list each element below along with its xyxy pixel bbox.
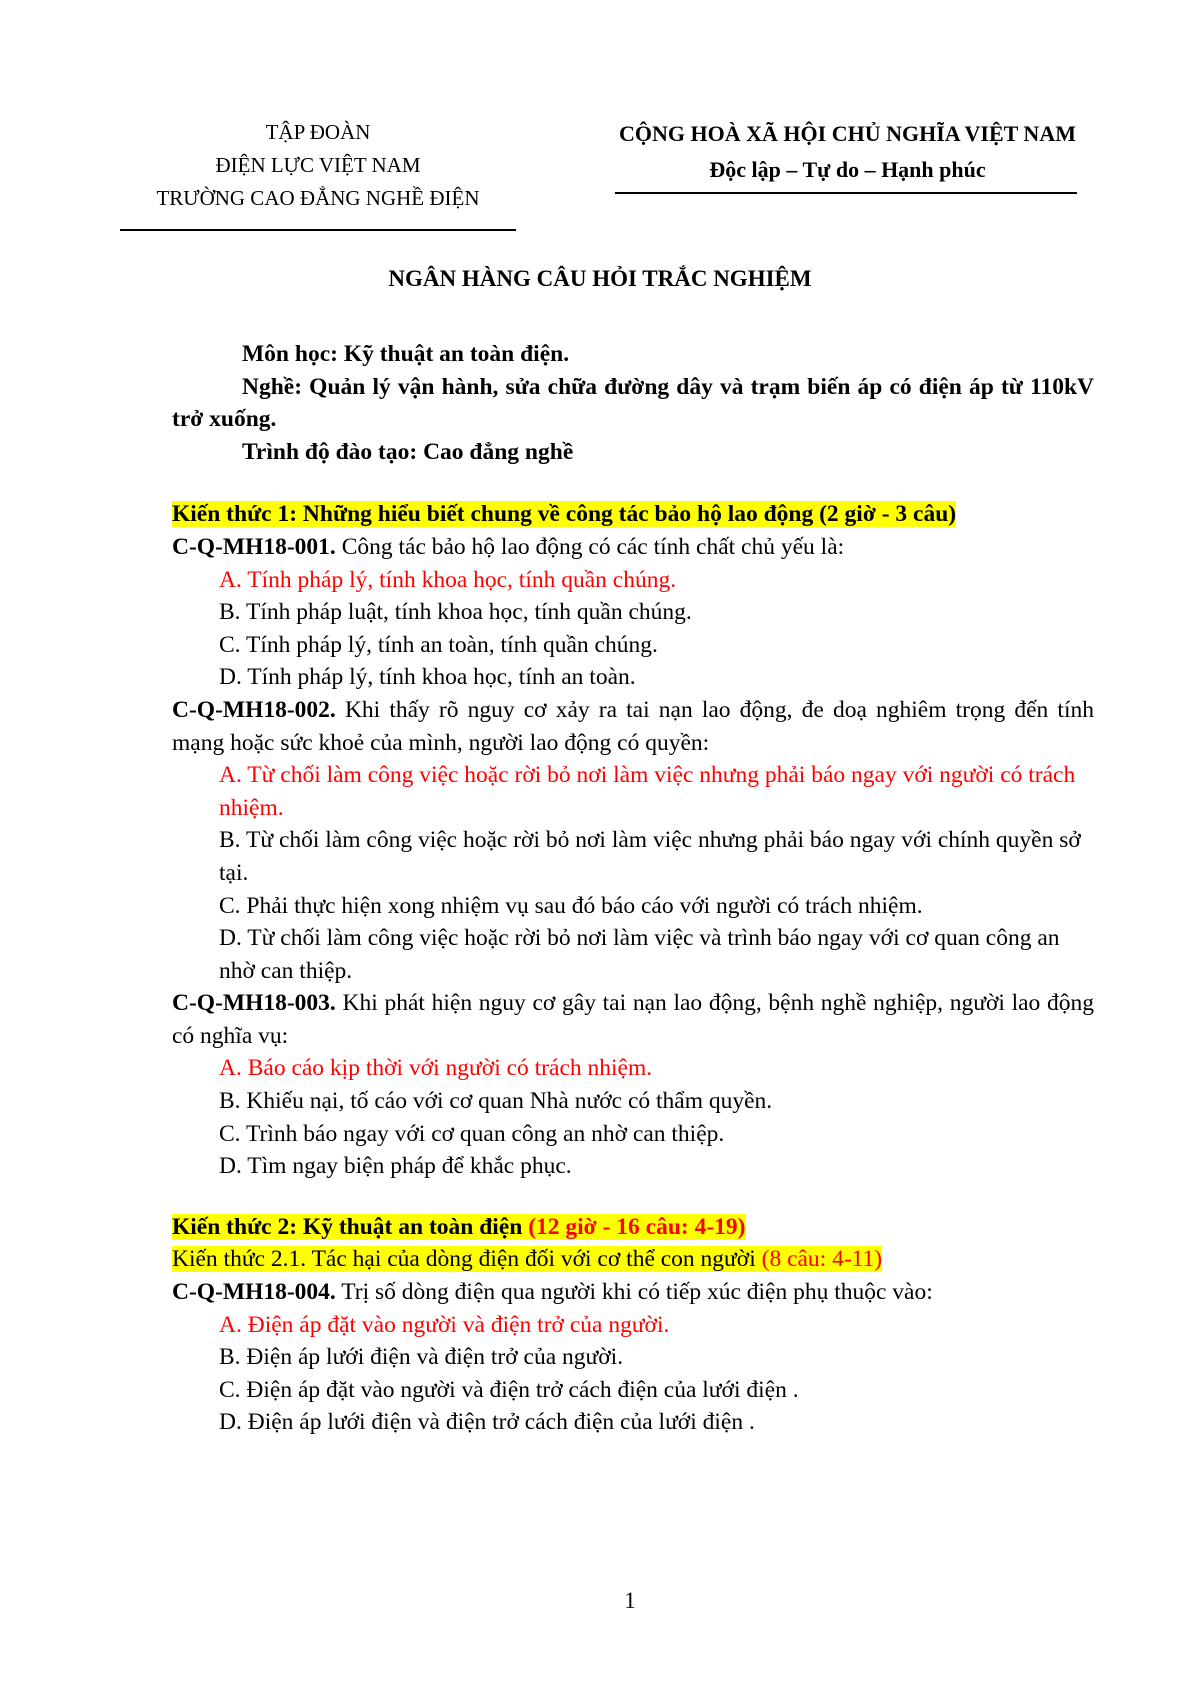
section-2-text: Kiến thức 2: Kỹ thuật an toàn điện	[172, 1213, 529, 1240]
question-text: Khi thấy rõ nguy cơ xảy ra tai nạn lao động, đe doạ nghiêm trọng đến tính mạng hoặc sức khoẻ của mình, người lao động có quyền:	[172, 696, 1094, 756]
option-b: B. Từ chối làm công việc hoặc rời bỏ nơi làm việc nhưng phải báo ngay với chính quyền sở tại.	[219, 827, 1081, 886]
course-info	[172, 338, 1094, 468]
org-line-2: ĐIỆN LỰC VIỆT NAM	[215, 153, 421, 177]
organization-header	[118, 116, 518, 215]
section-heading-1	[172, 498, 1094, 531]
org-line-3: TRƯỜNG CAO ĐẲNG NGHỀ ĐIỆN	[156, 186, 480, 210]
question-4	[172, 1276, 1094, 1439]
document-title: NGÂN HÀNG CÂU HỎI TRẮC NGHIỆM	[388, 266, 812, 291]
question-text: Trị số dòng điện qua người khi có tiếp xúc điện phụ thuộc vào:	[335, 1279, 933, 1306]
question-3	[172, 987, 1094, 1183]
section-heading-2	[172, 1211, 1094, 1244]
option-a-correct: A. Tính pháp lý, tính khoa học, tính quần chúng.	[219, 566, 677, 593]
option-a-correct: A. Báo cáo kịp thời với người có trách nhiệm.	[219, 1055, 653, 1082]
section-1-text: Kiến thức 1: Những hiểu biết chung về công tác bảo hộ lao động (2 giờ - 3 câu)	[172, 501, 957, 528]
question-id: C-Q-MH18-004.	[172, 1279, 336, 1306]
question-id: C-Q-MH18-003.	[172, 990, 336, 1017]
option-c: C. Tính pháp lý, tính an toàn, tính quần chúng.	[219, 631, 658, 658]
motto-underline	[615, 192, 1077, 194]
level-line: Trình độ đào tạo: Cao đẳng nghề	[242, 438, 574, 465]
subsection-heading-2-1	[172, 1243, 1094, 1276]
question-text: Khi phát hiện nguy cơ gây tai nạn lao động, bệnh nghề nghiệp, người lao động có nghĩa vụ:	[172, 990, 1094, 1049]
option-d: D. Từ chối làm công việc hoặc rời bỏ nơi làm việc và trình báo ngay với cơ quan công an nhờ can thiệp.	[219, 925, 1060, 984]
option-a-correct: A. Từ chối làm công việc hoặc rời bỏ nơi làm việc nhưng phải báo ngay với người có trách nhiệm.	[219, 762, 1076, 821]
page-number: 1	[624, 1588, 636, 1613]
option-c: C. Trình báo ngay với cơ quan công an nhờ can thiệp.	[219, 1120, 725, 1147]
section-2-hours: (12 giờ - 16 câu: 4-19)	[528, 1213, 746, 1240]
option-b: B. Điện áp lưới điện và điện trở của người.	[219, 1344, 624, 1371]
subsection-2-1-count: (8 câu: 4-11)	[761, 1246, 883, 1273]
option-a-correct: A. Điện áp đặt vào người và điện trở của người.	[219, 1311, 670, 1338]
question-id: C-Q-MH18-002.	[172, 696, 336, 723]
question-id: C-Q-MH18-001.	[172, 533, 336, 560]
question-text: Công tác bảo hộ lao động có các tính chất chủ yếu là:	[335, 533, 845, 560]
option-c: C. Phải thực hiện xong nhiệm vụ sau đó báo cáo với người có trách nhiệm.	[219, 892, 923, 919]
question-2	[172, 694, 1094, 987]
subject-line: Môn học: Kỹ thuật an toàn điện.	[242, 341, 570, 367]
option-b: B. Khiếu nại, tố cáo với cơ quan Nhà nước có thẩm quyền.	[219, 1088, 773, 1115]
national-motto-1: CỘNG HOÀ XÃ HỘI CHỦ NGHĨA VIỆT NAM	[619, 121, 1076, 146]
national-header	[560, 116, 1135, 188]
subsection-2-1-text: Kiến thức 2.1. Tác hại của dòng điện đối với cơ thể con người	[172, 1246, 762, 1273]
option-b: B. Tính pháp luật, tính khoa học, tính quần chúng.	[219, 599, 692, 626]
org-underline	[120, 229, 516, 231]
org-line-1: TẬP ĐOÀN	[265, 120, 371, 144]
option-c: C. Điện áp đặt vào người và điện trở cách điện của lưới điện .	[219, 1376, 799, 1403]
question-1	[172, 531, 1094, 694]
option-d: D. Tìm ngay biện pháp để khắc phục.	[219, 1153, 572, 1180]
profession-line: Nghề: Quản lý vận hành, sửa chữa đường dây và trạm biến áp có điện áp từ 110kV trở xuống.	[172, 373, 1094, 433]
document-body	[172, 338, 1094, 1439]
option-d: D. Tính pháp lý, tính khoa học, tính an toàn.	[219, 664, 636, 691]
option-d: D. Điện áp lưới điện và điện trở cách điện của lưới điện .	[219, 1409, 755, 1436]
national-motto-2: Độc lập – Tự do – Hạnh phúc	[709, 157, 986, 182]
